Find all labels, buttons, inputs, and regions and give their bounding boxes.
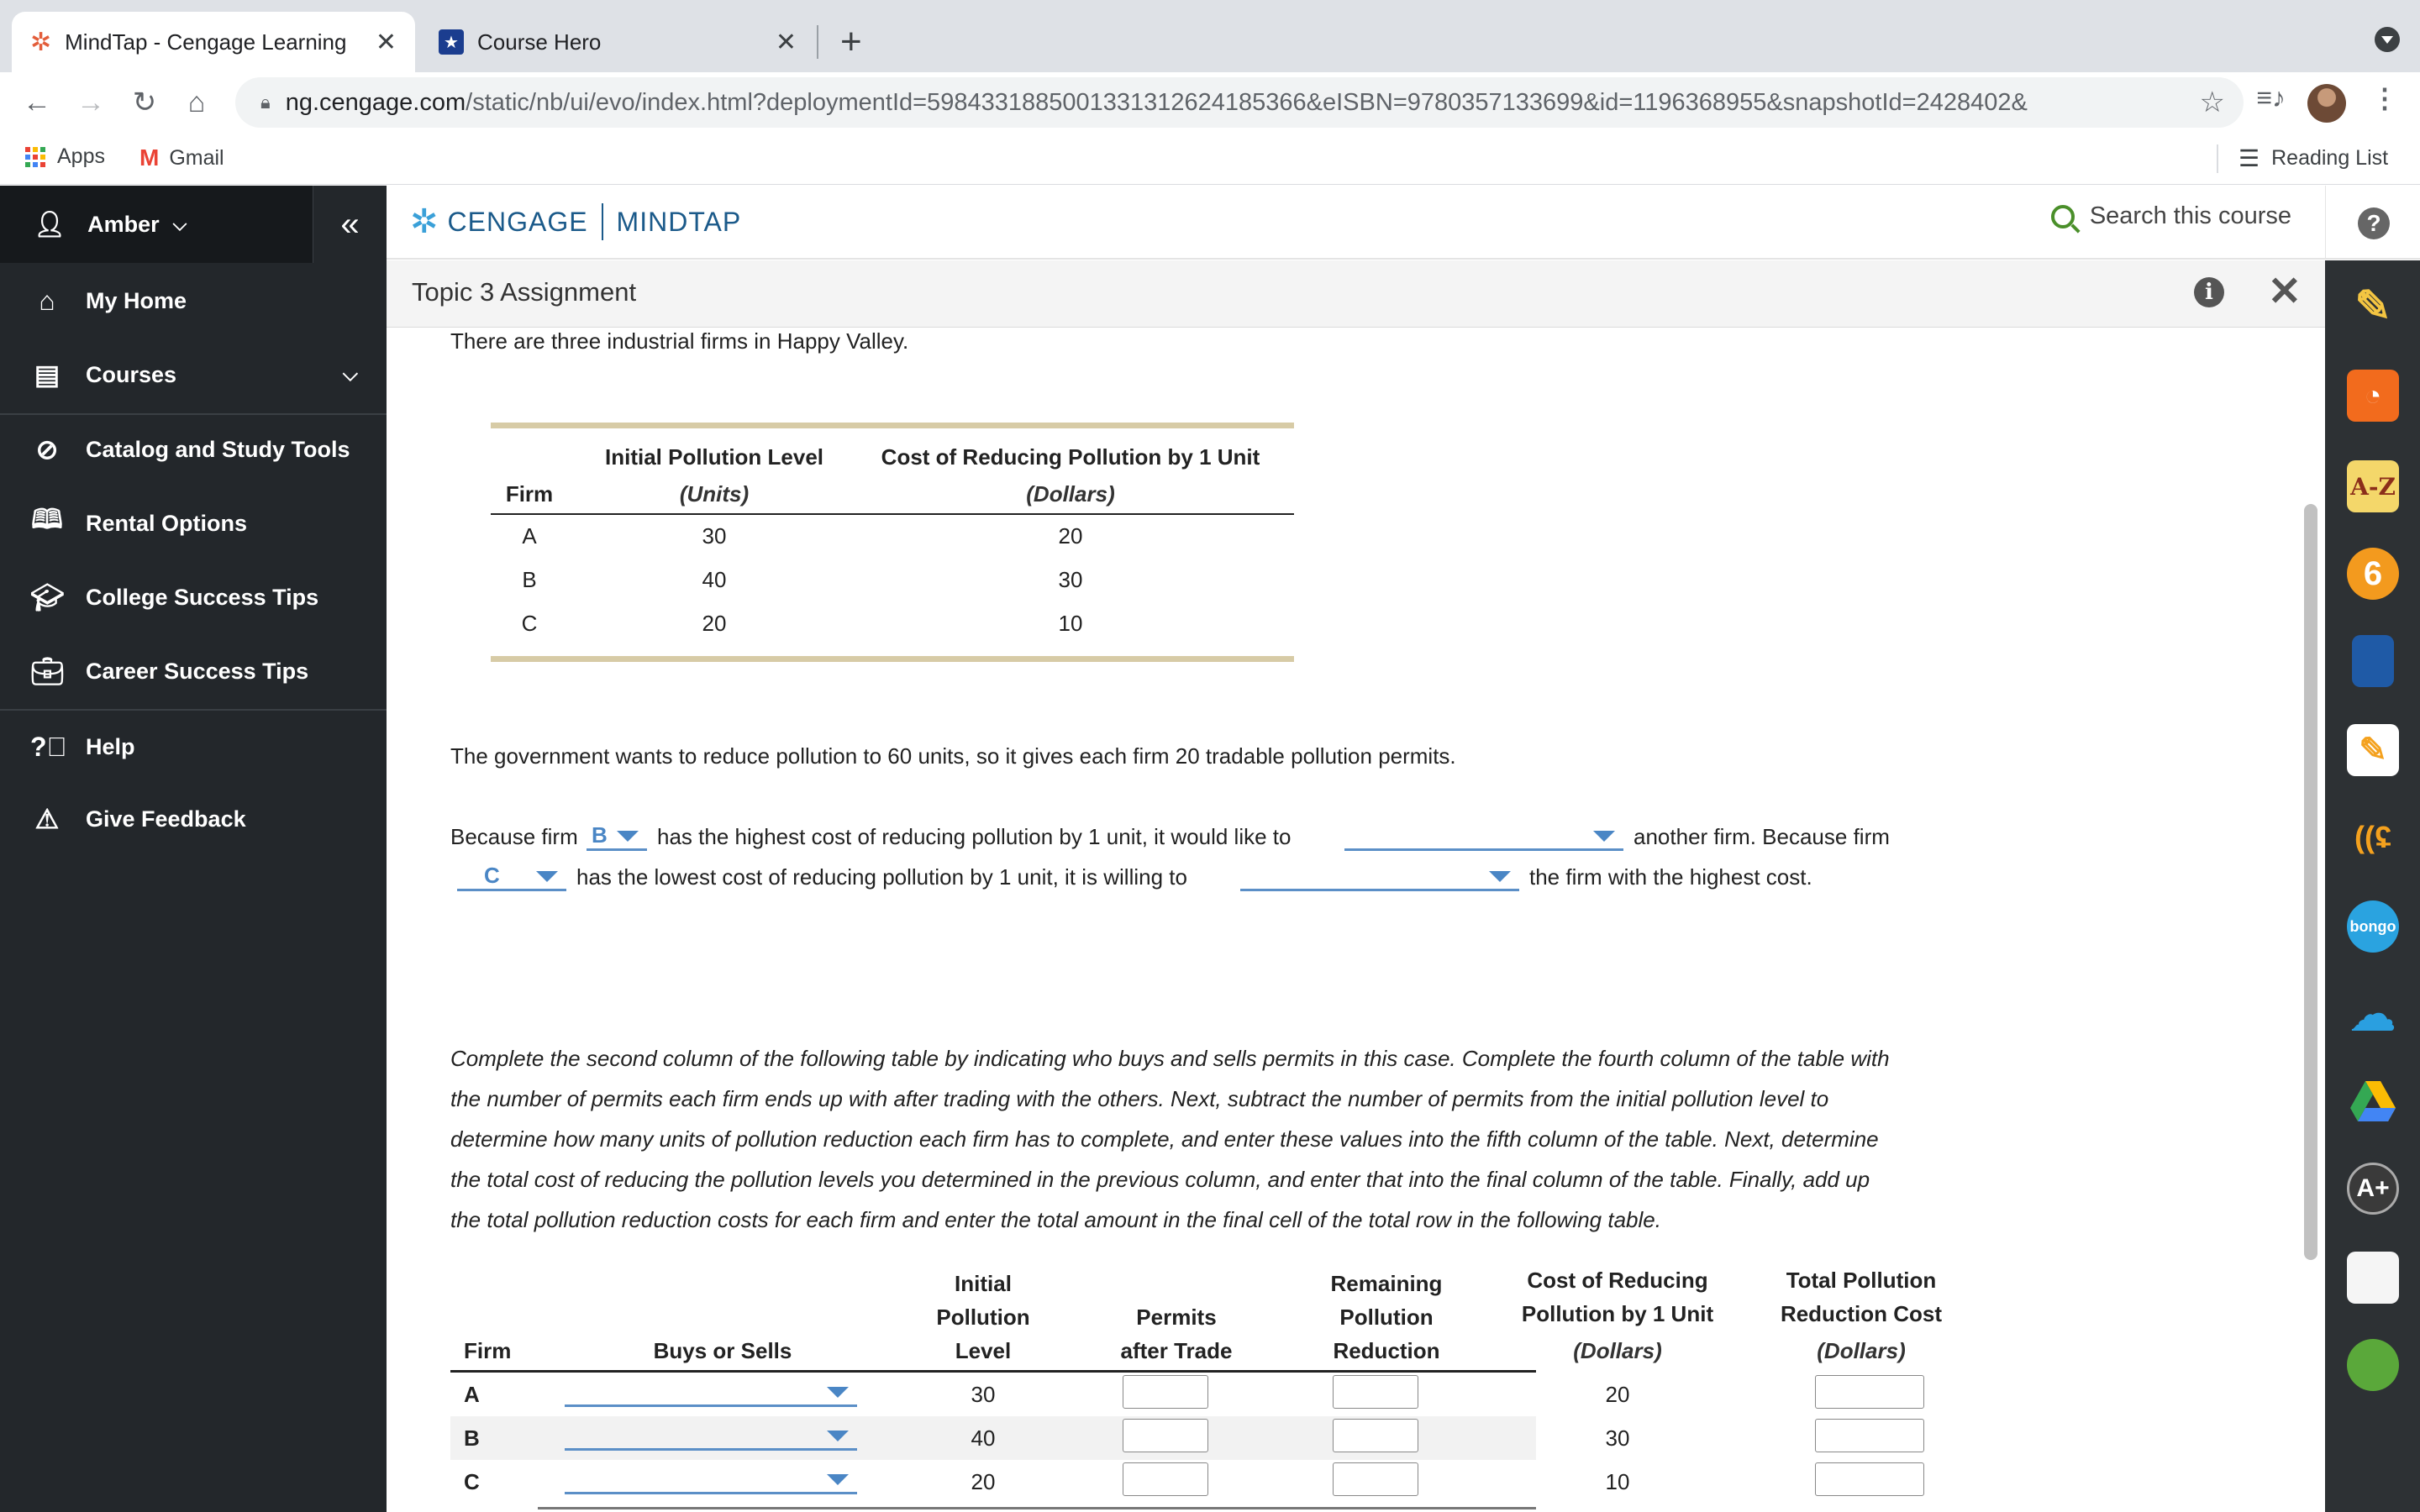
- question-icon: ?⃝: [30, 731, 67, 762]
- tab-course-hero[interactable]: [420, 12, 815, 72]
- table1-header-dollars: (Dollars): [1026, 481, 1115, 507]
- help-area: [2325, 186, 2420, 260]
- aplus-icon[interactable]: A+: [2347, 1163, 2399, 1215]
- profile-avatar[interactable]: [2307, 84, 2346, 123]
- sidebar-item-career-tips[interactable]: [0, 634, 387, 708]
- remaining-input-b[interactable]: [1333, 1419, 1418, 1452]
- table2-header-remaining: Pollution: [1339, 1305, 1434, 1330]
- search-icon: [2051, 205, 2075, 228]
- table1-initial: 20: [702, 611, 727, 636]
- browser-tab-bar: [0, 0, 2420, 72]
- dropdown-arrow-icon: [1593, 831, 1615, 842]
- table2-header-initial: Pollution: [936, 1305, 1030, 1330]
- rss-icon[interactable]: ◔: [2347, 370, 2399, 422]
- open-book-icon: 🕮︎: [31, 504, 63, 534]
- home-icon: ⌂: [39, 285, 55, 316]
- table2-header-cost: (Dollars): [1573, 1338, 1662, 1363]
- sidebar-item-label: My Home: [86, 287, 187, 313]
- sidebar-item-help[interactable]: [0, 710, 387, 784]
- sidebar-item-label: Career Success Tips: [86, 658, 309, 684]
- cengage-logo-icon: ✲: [410, 203, 439, 240]
- assignment-content: [387, 328, 2304, 1512]
- sidebar-item-my-home[interactable]: [0, 264, 387, 338]
- graduation-cap-icon: 🎓︎: [30, 582, 65, 612]
- address-bar[interactable]: [235, 77, 2244, 128]
- table1-header-initial: Initial Pollution Level: [604, 444, 824, 470]
- table1-cost: 30: [1058, 567, 1083, 592]
- info-icon[interactable]: i: [2194, 277, 2224, 307]
- table2-header-permits: Permits: [1136, 1305, 1217, 1330]
- table1-header-units: (Units): [679, 481, 750, 507]
- flashcards-icon[interactable]: [2347, 1252, 2399, 1304]
- back-icon[interactable]: ←: [23, 86, 51, 118]
- bookmark-apps[interactable]: [25, 144, 105, 169]
- close-tab-icon[interactable]: ✕: [375, 28, 397, 56]
- apps-grid-icon: [25, 147, 45, 167]
- gmail-icon: M: [139, 144, 160, 171]
- table1-firm: A: [522, 523, 537, 549]
- dropdown-arrow-icon: [617, 831, 639, 842]
- sidebar-item-label: Help: [86, 733, 135, 759]
- buys-or-sells-select-a[interactable]: [565, 1377, 857, 1407]
- sentence1-part-a: Because firm: [450, 824, 578, 849]
- dropdown-arrow-icon: [1489, 871, 1511, 882]
- table2-firm: C: [464, 1469, 480, 1494]
- instruction-line: the total pollution reduction costs for each firm and enter the total amount in the final cell of the total row in the following table.: [450, 1207, 1661, 1232]
- forward-icon[interactable]: →: [76, 86, 105, 118]
- help-icon[interactable]: ?: [2358, 207, 2390, 239]
- permits-input-c[interactable]: [1123, 1462, 1208, 1496]
- search-placeholder: Search this course: [2089, 202, 2291, 229]
- table2-initial: 40: [971, 1425, 996, 1451]
- buy-sell-action-select-2[interactable]: [1240, 861, 1519, 891]
- table-rule-top: [491, 423, 1294, 428]
- readspeaker-icon[interactable]: ((ʢ: [2354, 820, 2391, 854]
- dictionary-icon[interactable]: A-Z: [2347, 460, 2399, 512]
- dropdown-arrow-icon: [536, 871, 558, 882]
- table-total-rule: [538, 1507, 1536, 1509]
- user-icon: 👤︎: [34, 210, 66, 239]
- chevron-down-icon: ⌵: [342, 363, 358, 386]
- media-control-icon[interactable]: ≡♪: [2256, 82, 2286, 113]
- table-header-rule: [491, 513, 1294, 515]
- table2-header-remaining: Reduction: [1333, 1338, 1440, 1363]
- table2-header-total: Total Pollution: [1786, 1268, 1937, 1293]
- briefcase-icon: 💼︎: [30, 656, 65, 686]
- table2-initial: 20: [971, 1469, 996, 1494]
- table2-header-remaining: Remaining: [1330, 1271, 1443, 1296]
- cengage-6-icon[interactable]: 6: [2347, 548, 2399, 600]
- instruction-line: Complete the second column of the following table by indicating who buys and sells permits in this case. Complete the fourth column of the table with: [450, 1046, 1890, 1071]
- table1-initial: 30: [702, 523, 727, 549]
- reading-list[interactable]: [2238, 144, 2388, 172]
- sentence2-part-a: has the lowest cost of reducing pollution by 1 unit, it is willing to: [576, 864, 1187, 890]
- sentence1-part-b: has the highest cost of reducing pollution by 1 unit, it would like to: [657, 824, 1292, 849]
- permits-input-a[interactable]: [1123, 1375, 1208, 1409]
- course-search[interactable]: [2051, 202, 2291, 230]
- dropdown-arrow-icon: [827, 1474, 849, 1485]
- user-name: Amber: [87, 211, 160, 237]
- table1-firm: C: [521, 611, 538, 636]
- remaining-input-c[interactable]: [1333, 1462, 1418, 1496]
- remaining-input-a[interactable]: [1333, 1375, 1418, 1409]
- firm-highest-cost-select[interactable]: [587, 821, 647, 851]
- bookmark-label: Gmail: [169, 145, 224, 170]
- notebook-icon[interactable]: [2352, 635, 2394, 687]
- permits-input-b[interactable]: [1123, 1419, 1208, 1452]
- dropdown-arrow-icon: [827, 1431, 849, 1441]
- sidebar-item-label: Catalog and Study Tools: [86, 436, 350, 462]
- dropdown-arrow-icon: [827, 1387, 849, 1398]
- sidebar-item-courses[interactable]: [0, 338, 387, 412]
- buys-or-sells-select-c[interactable]: [565, 1464, 857, 1494]
- table1-cost: 20: [1058, 523, 1083, 549]
- browser-toolbar: [0, 72, 2420, 133]
- reading-list-label: Reading List: [2271, 146, 2389, 170]
- sidebar-item-label: Courses: [86, 361, 177, 387]
- sentence2-part-b: the firm with the highest cost.: [1529, 864, 1812, 890]
- assignment-title: Topic 3 Assignment: [412, 277, 637, 307]
- sidebar-item-label: Rental Options: [86, 510, 248, 536]
- bookmark-divider: [2217, 144, 2218, 173]
- instruction-line: the total cost of reducing the pollution levels you determined in the previous column, and enter that into the final column of the table. Finally, add up: [450, 1167, 1870, 1192]
- tab-title: MindTap - Cengage Learning: [65, 29, 347, 55]
- tab-divider: [817, 25, 818, 59]
- table2-firm: A: [464, 1382, 480, 1407]
- buys-or-sells-select-b[interactable]: [565, 1420, 857, 1451]
- firm-lowest-cost-select[interactable]: [457, 861, 566, 891]
- table2-header-buys-sells: Buys or Sells: [653, 1338, 792, 1363]
- assignment-header: [387, 260, 2325, 328]
- table1-initial: 40: [702, 567, 727, 592]
- intro-text: There are three industrial firms in Happy Valley.: [450, 328, 909, 354]
- table-rule-bottom: [491, 656, 1294, 662]
- close-icon[interactable]: ✕: [2267, 270, 2302, 314]
- sidebar-item-label: Give Feedback: [86, 806, 246, 832]
- google-drive-icon[interactable]: [2347, 1075, 2399, 1127]
- table2-header-cost: Pollution by 1 Unit: [1521, 1301, 1714, 1326]
- bookmark-star-icon[interactable]: ☆: [2199, 87, 2225, 118]
- lock-icon: 🔒︎: [260, 92, 271, 113]
- content-scrollbar[interactable]: [2304, 504, 2317, 1260]
- home-icon[interactable]: ⌂: [187, 86, 206, 118]
- tab-mindtap[interactable]: [12, 12, 415, 72]
- sidebar: [0, 186, 387, 1512]
- brand-right: MINDTAP: [616, 206, 742, 237]
- table2-header-initial: Level: [955, 1338, 1012, 1363]
- table2-header-firm: Firm: [464, 1338, 512, 1363]
- instruction-line: the number of permits each firm ends up with after trading with the others. Next, subtract the number of permits from the initial pollution level to: [450, 1086, 1829, 1111]
- collapse-sidebar-icon[interactable]: «: [313, 186, 387, 263]
- table2-header-cost: Cost of Reducing: [1527, 1268, 1708, 1293]
- feedback-icon: ⚠︎: [34, 804, 60, 834]
- tab-title: Course Hero: [477, 29, 602, 55]
- buy-sell-action-select-1[interactable]: [1344, 821, 1623, 851]
- bookmarks-bar: [0, 133, 2420, 185]
- brand-separator: [602, 203, 603, 240]
- close-tab-icon[interactable]: ✕: [775, 28, 797, 56]
- sidebar-item-feedback[interactable]: [0, 782, 387, 856]
- cengage-favicon-icon: ✲: [30, 28, 52, 56]
- compass-icon: ⊘: [35, 434, 59, 465]
- table1-cost: 10: [1058, 611, 1083, 636]
- user-menu[interactable]: [0, 186, 313, 263]
- select-value: B: [592, 822, 608, 848]
- book-icon: ▤: [34, 360, 60, 390]
- total-cost-input-c[interactable]: [1815, 1462, 1924, 1496]
- bookmark-gmail[interactable]: [139, 144, 224, 171]
- table2-header-permits: after Trade: [1120, 1338, 1233, 1363]
- onedrive-icon[interactable]: ☁: [2350, 989, 2396, 1040]
- select-value: C: [484, 863, 500, 888]
- reading-list-icon: ☰: [2238, 145, 2260, 171]
- pencil-icon[interactable]: ✎: [2354, 282, 2391, 331]
- table2-header-total: Reduction Cost: [1780, 1301, 1943, 1326]
- table2-firm: B: [464, 1425, 480, 1451]
- cengage-mindtap-logo[interactable]: [410, 202, 741, 241]
- sidebar-item-label: College Success Tips: [86, 584, 319, 610]
- url-path: /static/nb/ui/evo/index.html?deploymentId=5984331885001331312624185366&eISBN=9780357133699&id=1196368955&snapshotId=2428402&: [466, 88, 2028, 116]
- reload-icon[interactable]: ↻: [132, 87, 157, 118]
- app-header: [387, 186, 2325, 260]
- url-host: ng.cengage.com: [285, 88, 466, 116]
- table2-header-total: (Dollars): [1817, 1338, 1906, 1363]
- table1-header-cost: Cost of Reducing Pollution by 1 Unit: [881, 444, 1260, 470]
- chevron-down-icon: ⌵: [172, 213, 187, 234]
- table2-cost: 10: [1605, 1469, 1630, 1494]
- new-tab-icon[interactable]: +: [840, 21, 862, 62]
- bongo-icon[interactable]: bongo: [2347, 900, 2399, 953]
- bookmark-label: Apps: [57, 144, 105, 168]
- sidebar-item-college-tips[interactable]: [0, 560, 387, 634]
- tab-search-icon[interactable]: [2375, 27, 2400, 52]
- total-cost-input-b[interactable]: [1815, 1419, 1924, 1452]
- table1-firm: B: [522, 567, 537, 592]
- government-text: The government wants to reduce pollution to 60 units, so it gives each firm 20 tradable pollution permits.: [450, 743, 1456, 769]
- table2-cost: 30: [1605, 1425, 1630, 1451]
- table2-cost: 20: [1605, 1382, 1630, 1407]
- brand-left: CENGAGE: [447, 206, 588, 237]
- browser-menu-icon[interactable]: ⋮: [2371, 83, 2398, 113]
- total-cost-input-a[interactable]: [1815, 1375, 1924, 1409]
- sentence1-part-c: another firm. Because firm: [1634, 824, 1890, 849]
- profile-circle-icon[interactable]: [2347, 1339, 2399, 1391]
- table2-initial: 30: [971, 1382, 996, 1407]
- course-hero-favicon-icon: ★: [439, 29, 464, 55]
- sidebar-item-catalog[interactable]: [0, 412, 387, 486]
- sidebar-item-rental[interactable]: [0, 486, 387, 560]
- table2-header-initial: Initial: [955, 1271, 1012, 1296]
- tool-rail: [2325, 260, 2420, 1512]
- notes-icon[interactable]: ✎: [2347, 724, 2399, 776]
- instruction-line: determine how many units of pollution reduction each firm has to complete, and enter these values into the fifth column of the table. Next, determine: [450, 1126, 1879, 1152]
- table1-header-firm: Firm: [505, 481, 554, 507]
